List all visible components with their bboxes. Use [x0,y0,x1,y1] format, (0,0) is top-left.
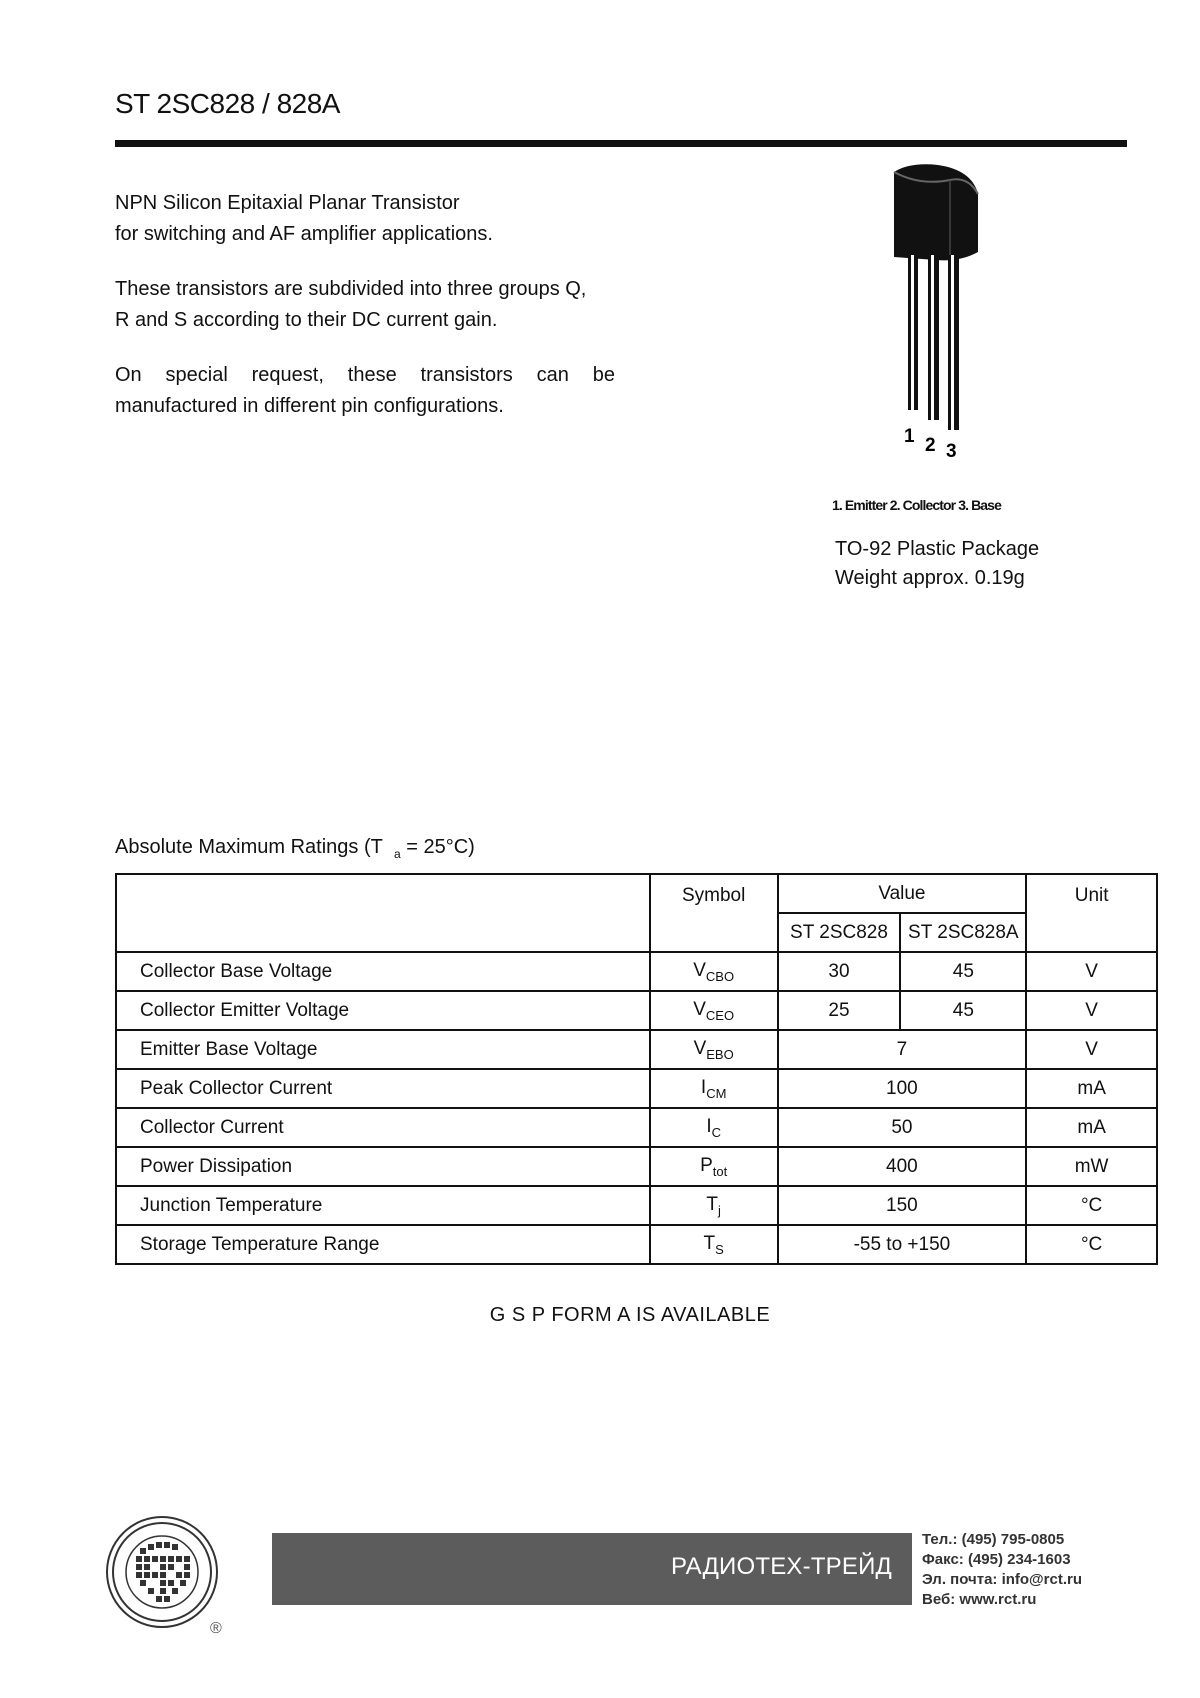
symbol-cell: $V_{EBO}$ [650,1030,778,1069]
symbol-cell: $P_{tot}$ [650,1147,778,1186]
ratings-caption-suffix: = 25°C) [400,836,475,858]
unit-header: Unit [1026,874,1157,952]
contact-web[interactable]: Веб: www.rct.ru [922,1591,1037,1608]
symbol-cell: $T_j$ [650,1186,778,1225]
package-info [835,535,1039,593]
parameter-cell: Peak Collector Current [116,1069,650,1108]
parameter-cell: Power Dissipation [116,1147,650,1186]
unit-cell: °C [1026,1186,1157,1225]
value-cell: 50 [778,1108,1027,1147]
ratings-caption [115,836,475,861]
page-title: ST 2SC828 / 828A [115,88,340,119]
value-a-cell: 25 [778,991,901,1030]
intro-paragraph-2 [115,274,620,336]
intro-p3-line2: manufactured in different pin configurations. [115,395,504,417]
unit-cell: °C [1026,1225,1157,1264]
intro-p3-line1: On special request, these transistors can be [115,364,615,386]
registered-mark: ® [210,1620,222,1637]
gsp-notice: G S P FORM A IS AVAILABLE [489,1304,771,1326]
package-leads [908,255,959,430]
value-cell: 100 [778,1069,1027,1108]
parameter-cell: Storage Temperature Range [116,1225,650,1264]
contact-phone: Тел.: (495) 795-0805 [922,1531,1065,1548]
table-row [116,1030,1157,1069]
value-cell: 7 [778,1030,1027,1069]
parameter-cell: Collector Current [116,1108,650,1147]
table-row [116,1147,1157,1186]
value-b-cell: 45 [900,991,1026,1030]
symbol-cell: $I_C$ [650,1108,778,1147]
contact-fax: Факс: (495) 234-1603 [922,1551,1071,1568]
parameter-header [116,874,650,952]
table-row [116,1225,1157,1264]
title-rule [115,140,1127,147]
parameter-cell: Emitter Base Voltage [116,1030,650,1069]
unit-cell: mA [1026,1108,1157,1147]
ratings-caption-sub: a [394,847,401,861]
symbol-cell: $V_{CEO}$ [650,991,778,1030]
unit-cell: mW [1026,1147,1157,1186]
value-b-cell: 45 [900,952,1026,991]
parameter-cell: Junction Temperature [116,1186,650,1225]
parameter-cell: Collector Emitter Voltage [116,991,650,1030]
unit-cell: V [1026,1030,1157,1069]
value-cell: 150 [778,1186,1027,1225]
pin-number-1: 1 [904,426,915,447]
unit-cell: V [1026,952,1157,991]
variant-b-header: ST 2SC828A [900,913,1026,952]
value-a-cell: 30 [778,952,901,991]
table-row [116,991,1157,1030]
intro-p2-line1: These transistors are subdivided into three groups Q, [115,278,587,300]
value-cell: 400 [778,1147,1027,1186]
parameter-cell: Collector Base Voltage [116,952,650,991]
symbol-cell: $I_{CM}$ [650,1069,778,1108]
package-name: TO-92 Plastic Package [835,538,1040,560]
pin-legend: 1. Emitter 2. Collector 3. Base [832,497,1001,513]
value-header: Value [778,874,1027,913]
unit-cell: mA [1026,1069,1157,1108]
contact-email[interactable]: Эл. почта: info@rct.ru [922,1571,1083,1588]
table-row [116,952,1157,991]
footer-brand: РАДИОТЕХ-ТРЕЙД [670,1553,892,1580]
package-body [894,164,978,260]
ratings-table [115,873,1158,1265]
intro-paragraph-3 [115,360,615,422]
intro-p2-line2: R and S according to their DC current gain. [115,309,498,331]
pin-number-3: 3 [946,441,957,460]
ratings-header-row [116,874,1157,913]
symbol-cell: $V_{CBO}$ [650,952,778,991]
package-weight: Weight approx. 0.19g [835,567,1025,589]
intro-p1-line2: for switching and AF amplifier applications. [115,223,493,245]
table-row [116,1069,1157,1108]
company-logo [104,1514,220,1630]
pin-number-2: 2 [925,435,936,456]
variant-a-header: ST 2SC828 [778,913,901,952]
table-row [116,1186,1157,1225]
intro-paragraph-1 [115,188,620,250]
symbol-cell: $T_S$ [650,1225,778,1264]
value-cell: -55 to +150 [778,1225,1027,1264]
intro-p1-line1: NPN Silicon Epitaxial Planar Transistor [115,192,460,214]
unit-cell: V [1026,991,1157,1030]
ratings-caption-prefix: Absolute Maximum Ratings (T [115,836,383,858]
contact-block [922,1530,1082,1610]
to92-package-drawing [880,160,1030,460]
symbol-header: Symbol [650,874,778,952]
table-row [116,1108,1157,1147]
footer-banner [272,1533,912,1605]
intro-text [115,188,620,446]
